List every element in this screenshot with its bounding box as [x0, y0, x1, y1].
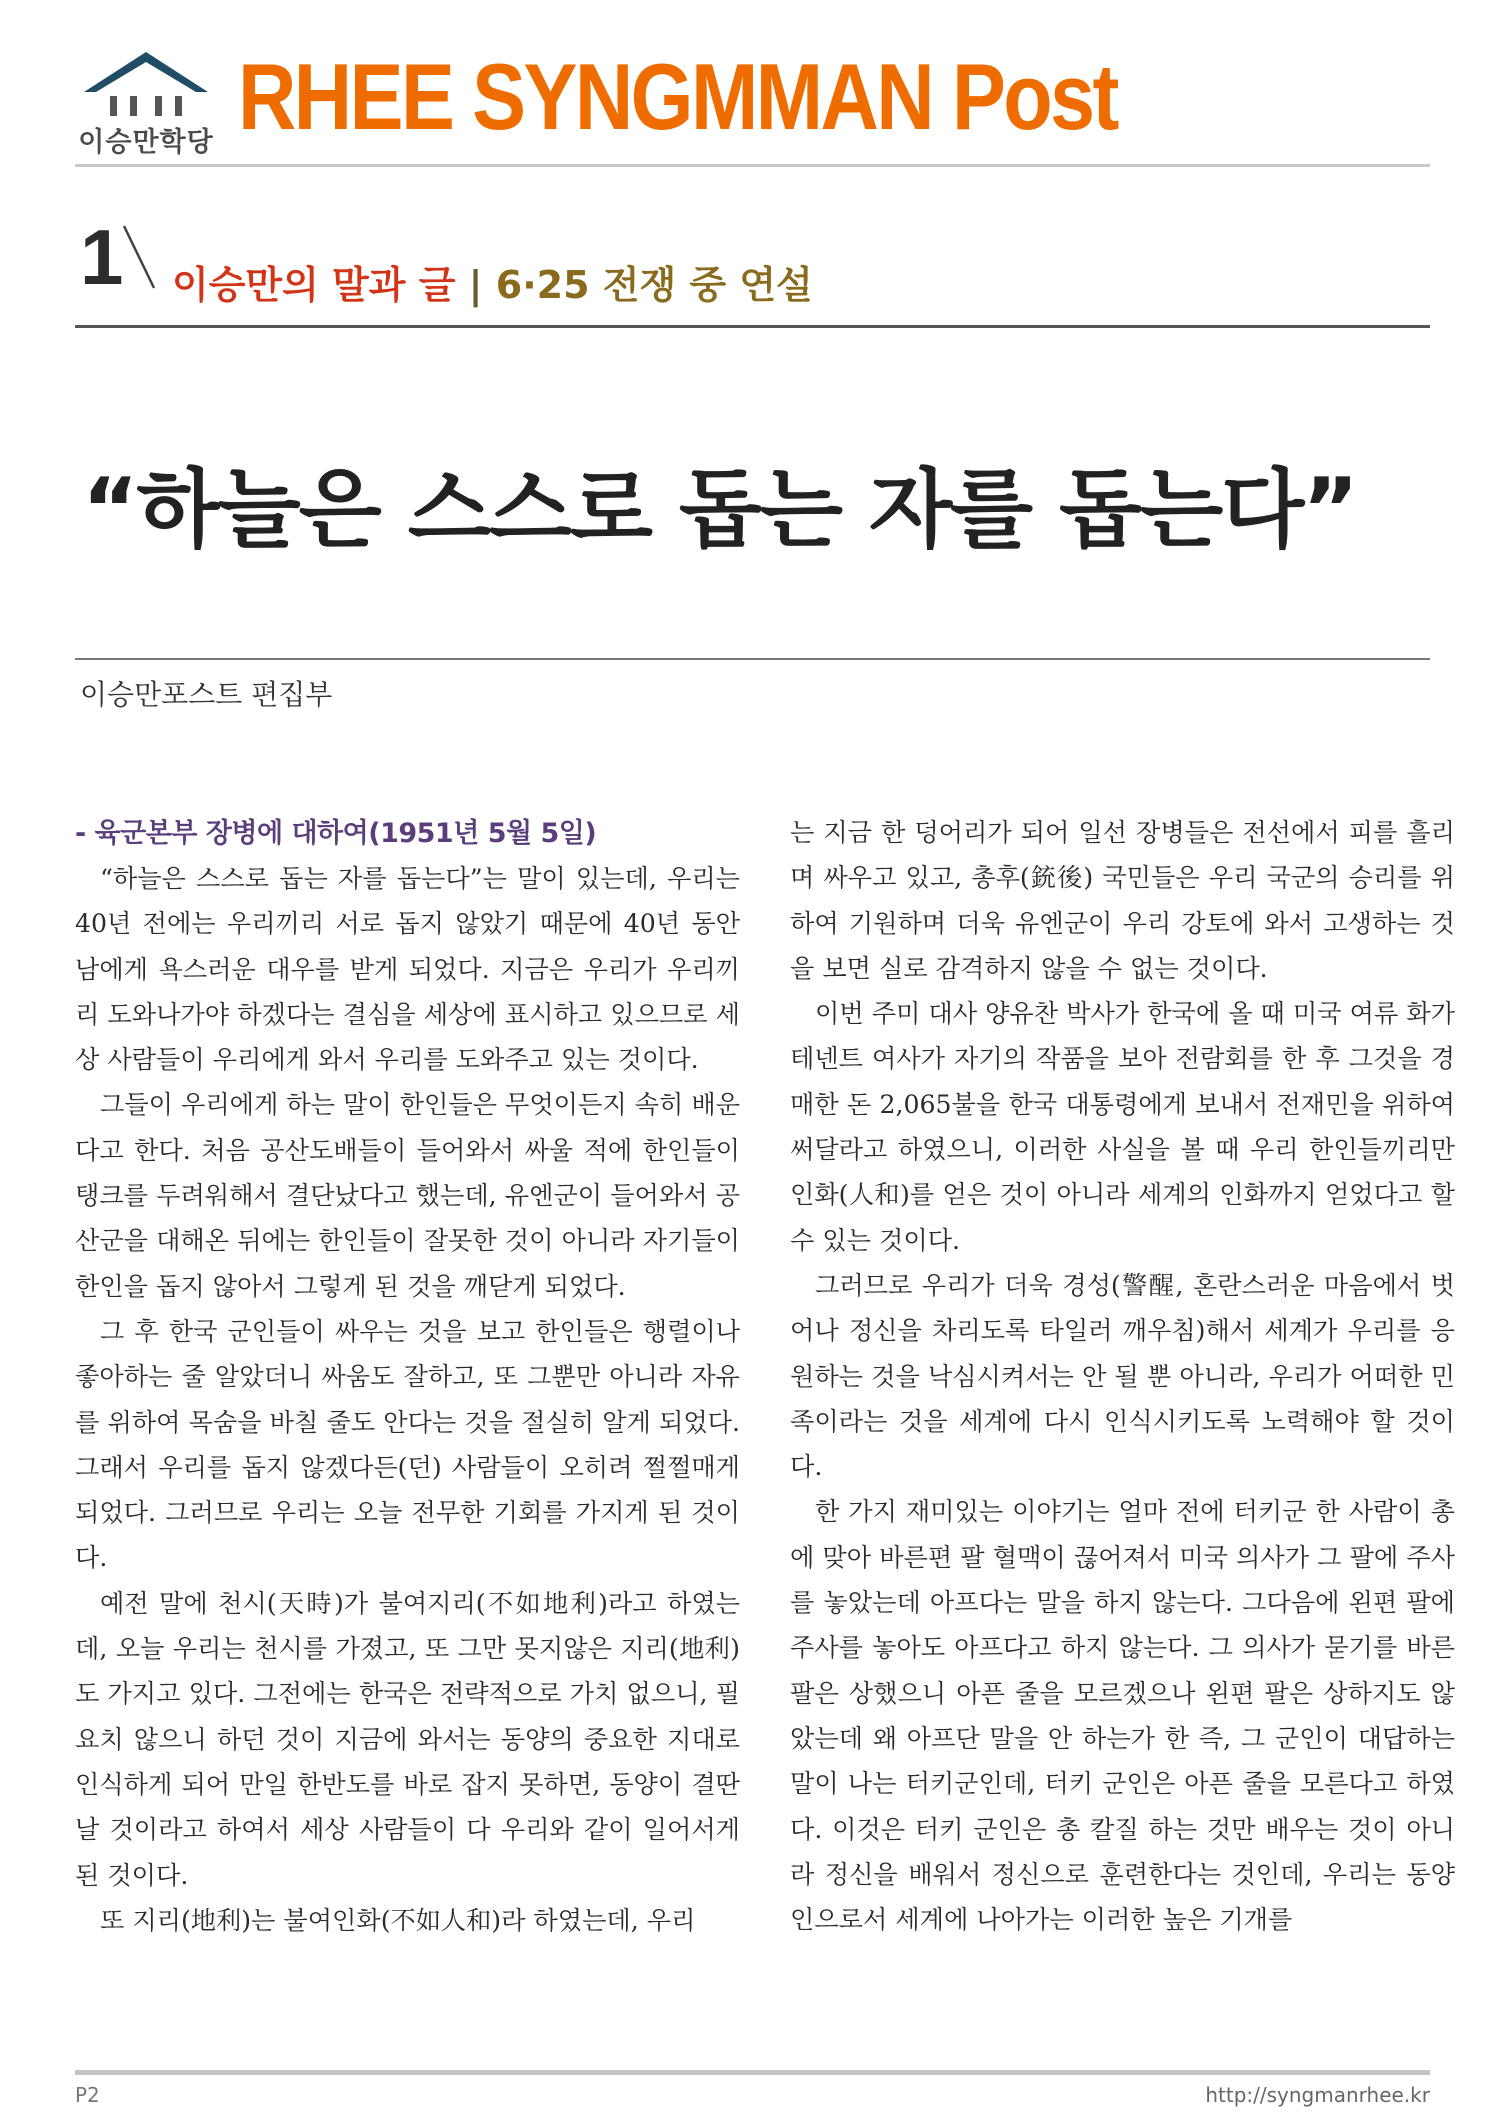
section-title [172, 254, 813, 309]
section-title-main: 이승만의 말과 글 [172, 263, 456, 307]
section-number: 1 [80, 213, 124, 301]
byline: 이승만포스트 편집부 [80, 678, 333, 711]
article-column-left [75, 812, 740, 1943]
article-subheading: - 육군본부 장병에 대하여(1951년 5월 5일) [75, 818, 597, 849]
school-building-icon [66, 50, 226, 122]
section-title-sub: 6·25 전쟁 중 연설 [495, 263, 813, 307]
logo [66, 50, 226, 160]
article-column-right [790, 810, 1455, 1942]
paragraph: 그 후 한국 군인들이 싸우는 것을 보고 한인들은 행렬이나 좋아하는 줄 알았더니 싸움도 잘하고, 또 그뿐만 아니라 자유를 위하여 목숨을 바칠 줄도 안다는 것을 절실히 알게 되었다. 그래서 우리를 돕지 않겠다든(던) 사람들이 오히려 쩔쩔매게 되었다. 그러므로 우리는 오늘 전무한 기회를 가지게 된 것이다. [75, 1316, 740, 1573]
paragraph: “하늘은 스스로 돕는 자를 돕는다”는 말이 있는데, 우리는 40년 전에는 우리끼리 서로 돕지 않았기 때문에 40년 동안 남에게 욕스러운 대우를 받게 되었다. 지금은 우리가 우리끼리 도와나가야 하겠다는 결심을 세상에 표시하고 있으므로 세상 사람들이 우리에게 와서 우리를 도와주고 있는 것이다. [75, 864, 740, 1075]
backslash-divider-icon [120, 222, 160, 294]
paragraph: 예전 말에 천시(天時)가 불여지리(不如地利)라고 하였는데, 오늘 우리는 천시를 가졌고, 또 그만 못지않은 지리(地利)도 가지고 있다. 그전에는 한국은 전략적으로 가치 없으니, 필요치 않으니 하던 것이 지금에 와서는 동양의 중요한 지대로 인식하게 되어 만일 한반도를 바로 잡지 못하면, 동양이 결딴날 것이라고 하여서 세상 사람들이 다 우리와 같이 일어서게 된 것이다. [75, 1588, 740, 1890]
paragraph: 그러므로 우리가 더욱 경성(警醒, 혼란스러운 마음에서 벗어나 정신을 차리도록 타일러 깨우침)해서 세계가 우리를 응원하는 것을 낙심시켜서는 안 될 뿐 아니라, 우리가 어떠한 민족이라는 것을 세계에 다시 인식시키도록 노력해야 할 것이다. [790, 1270, 1455, 1482]
section-separator: | [468, 263, 483, 307]
paragraph: 한 가지 재미있는 이야기는 얼마 전에 터키군 한 사람이 총에 맞아 바른편 팔 혈맥이 끊어져서 미국 의사가 그 팔에 주사를 놓았는데 아프다는 말을 하지 않는다. 그다음에 왼편 팔에 주사를 놓아도 아프다고 하지 않는다. 그 의사가 묻기를 바른팔은 상했으니 아픈 줄을 모르겠으나 왼편 팔은 상하지도 않았는데 왜 아프단 말을 안 하는가 한 즉, 그 군인이 대답하는 말이 나는 터키군인데, 터키 군인은 아픈 줄을 모른다고 하였다. 이것은 터키 군인은 총 칼질 하는 것만 배우는 것이 아니라 정신을 배워서 정신으로 훈련한다는 것인데, 우리는 동양인으로서 세계에 나아가는 이러한 높은 기개를 [790, 1497, 1455, 1935]
footer-divider [75, 2070, 1430, 2075]
footer-url[interactable]: http://syngmanrhee.kr [1205, 2083, 1430, 2107]
section-divider [75, 325, 1430, 328]
headline: “하늘은 스스로 돕는 자를 돕는다” [82, 460, 1357, 560]
paragraph: 는 지금 한 덩어리가 되어 일선 장병들은 전선에서 피를 흘리며 싸우고 있고, 총후(銃後) 국민들은 우리 국군의 승리를 위하여 기원하며 더욱 유엔군이 우리 강토에 와서 고생하는 것을 보면 실로 감격하지 않을 수 없는 것이다. [790, 818, 1455, 983]
paragraph: 이번 주미 대사 양유찬 박사가 한국에 올 때 미국 여류 화가 테넨트 여사가 자기의 작품을 보아 전람회를 한 후 그것을 경매한 돈 2,065불을 한국 대통령에게 보내서 전재민을 위하여 써달라고 하였으니, 이러한 사실을 볼 때 우리 한인들끼리만 인화(人和)를 얻은 것이 아니라 세계의 인화까지 얻었다고 할 수 있는 것이다. [790, 999, 1455, 1255]
paragraph: 또 지리(地利)는 불여인화(不如人和)라 하였는데, 우리 [100, 1905, 696, 1935]
headline-divider [75, 658, 1430, 660]
masthead-title: RHEE SYNGMMAN Post [238, 44, 1117, 149]
paragraph: 그들이 우리에게 하는 말이 한인들은 무엇이든지 속히 배운다고 한다. 처음 공산도배들이 들어와서 싸울 적에 한인들이 탱크를 두려워해서 결단났다고 했는데, 유엔군이 들어와서 공산군을 대해온 뒤에는 한인들이 잘못한 것이 아니라 자기들이 한인을 돕지 않아서 그렇게 된 것을 깨닫게 되었다. [75, 1090, 740, 1301]
header-divider [75, 164, 1430, 167]
logo-text: 이승만학당 [78, 127, 214, 158]
page-number: P2 [75, 2083, 100, 2107]
